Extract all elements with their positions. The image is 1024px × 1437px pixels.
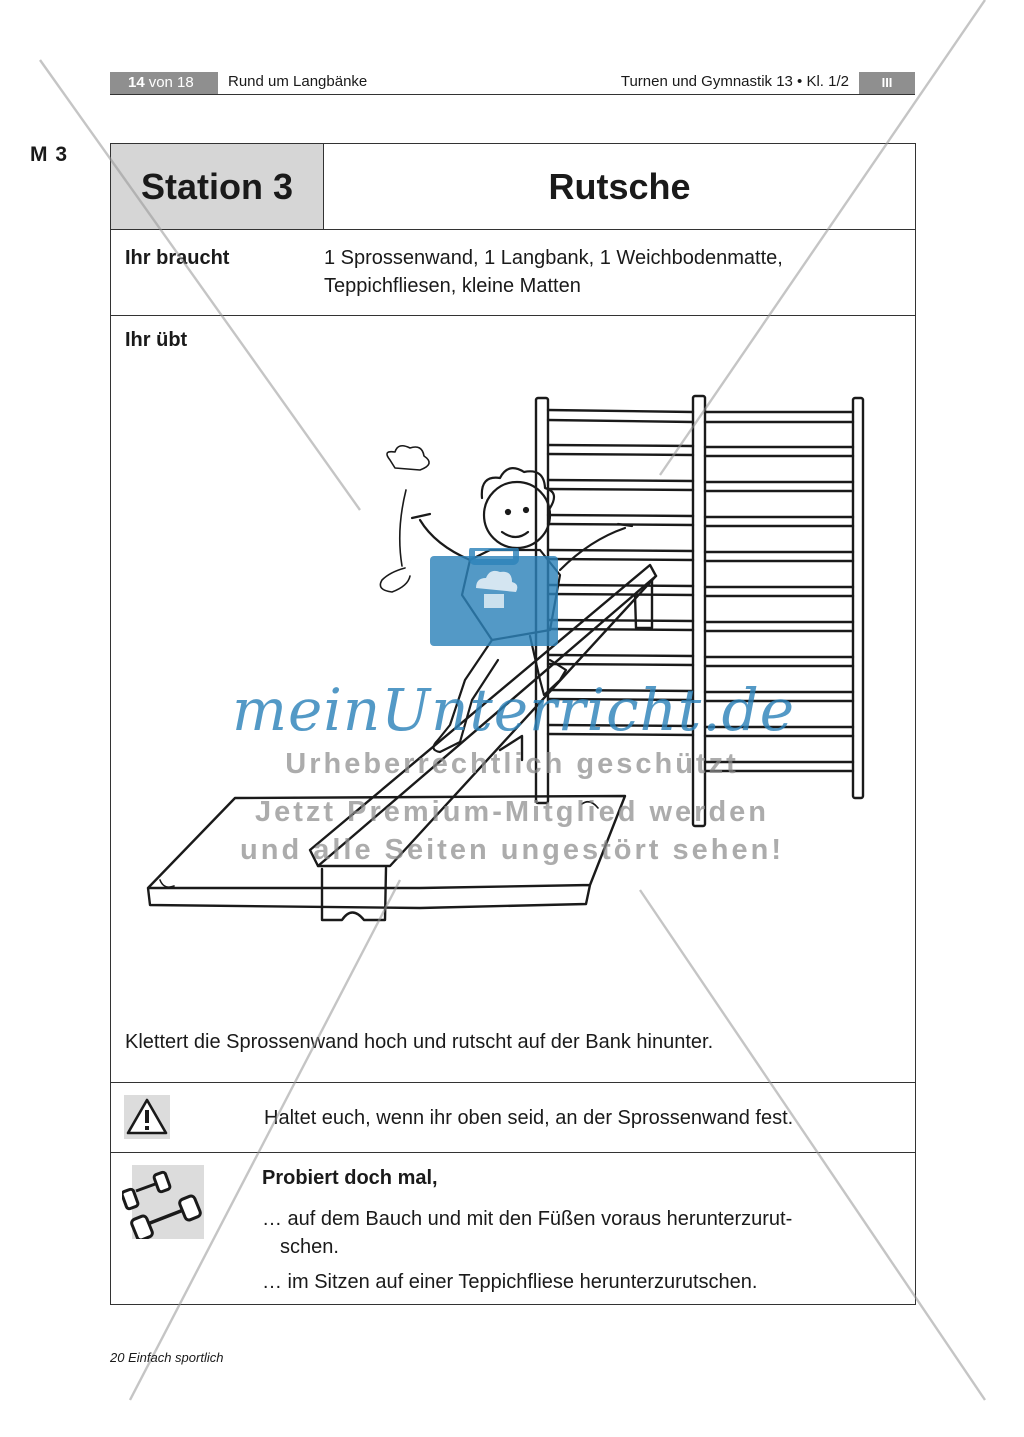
station-number-cell	[111, 144, 324, 229]
page-header	[110, 72, 915, 95]
tips-heading: Probiert doch mal,	[262, 1167, 438, 1189]
warning-row	[111, 1083, 915, 1153]
station-number: Station 3	[140, 166, 293, 207]
page-total: von 18	[148, 74, 194, 91]
header-title: Rund um Langbänke	[228, 73, 368, 90]
needs-label: Ihr braucht	[125, 247, 230, 269]
needs-line-1: 1 Sprossenwand, 1 Langbank, 1 Weichbodenmatte,	[324, 247, 783, 269]
needs-row	[111, 230, 915, 316]
level-badge: III	[859, 72, 915, 94]
page-number: 14	[128, 74, 145, 91]
station-title: Rutsche	[548, 166, 691, 207]
title-row	[111, 144, 915, 230]
tip-1-line-2: schen.	[280, 1236, 339, 1258]
watermark-line-2: Jetzt Premium-Mitglied werden	[254, 796, 769, 828]
warning-text: Haltet euch, wenn ihr oben seid, an der Sprossenwand fest.	[264, 1107, 794, 1129]
watermark-logo	[428, 548, 560, 648]
station-title-cell	[324, 144, 915, 229]
needs-line-2: Teppichfliesen, kleine Matten	[324, 275, 581, 297]
watermark-brand: meinUnterricht.de	[232, 676, 796, 744]
tip-1-line-1: … auf dem Bauch und mit den Füßen voraus herunterzurut-	[262, 1208, 793, 1230]
practice-instruction: Klettert die Sprossenwand hoch und rutscht auf der Bank hinunter.	[125, 1031, 714, 1053]
page-footer: 20 Einfach sportlich	[110, 1350, 224, 1365]
practice-label: Ihr übt	[125, 329, 188, 351]
tip-2: … im Sitzen auf einer Teppichfliese herunterzurutschen.	[262, 1271, 758, 1293]
watermark-line-1: Urheberrechtlich geschützt	[285, 748, 739, 780]
warning-triangle-icon	[124, 1095, 170, 1139]
page-indicator	[110, 72, 218, 94]
material-label: M 3	[30, 143, 69, 166]
dumbbell-icon	[122, 1165, 204, 1239]
header-series: Turnen und Gymnastik 13 • Kl. 1/2	[620, 73, 849, 90]
watermark-line-3: und alle Seiten ungestört sehen!	[240, 834, 784, 866]
